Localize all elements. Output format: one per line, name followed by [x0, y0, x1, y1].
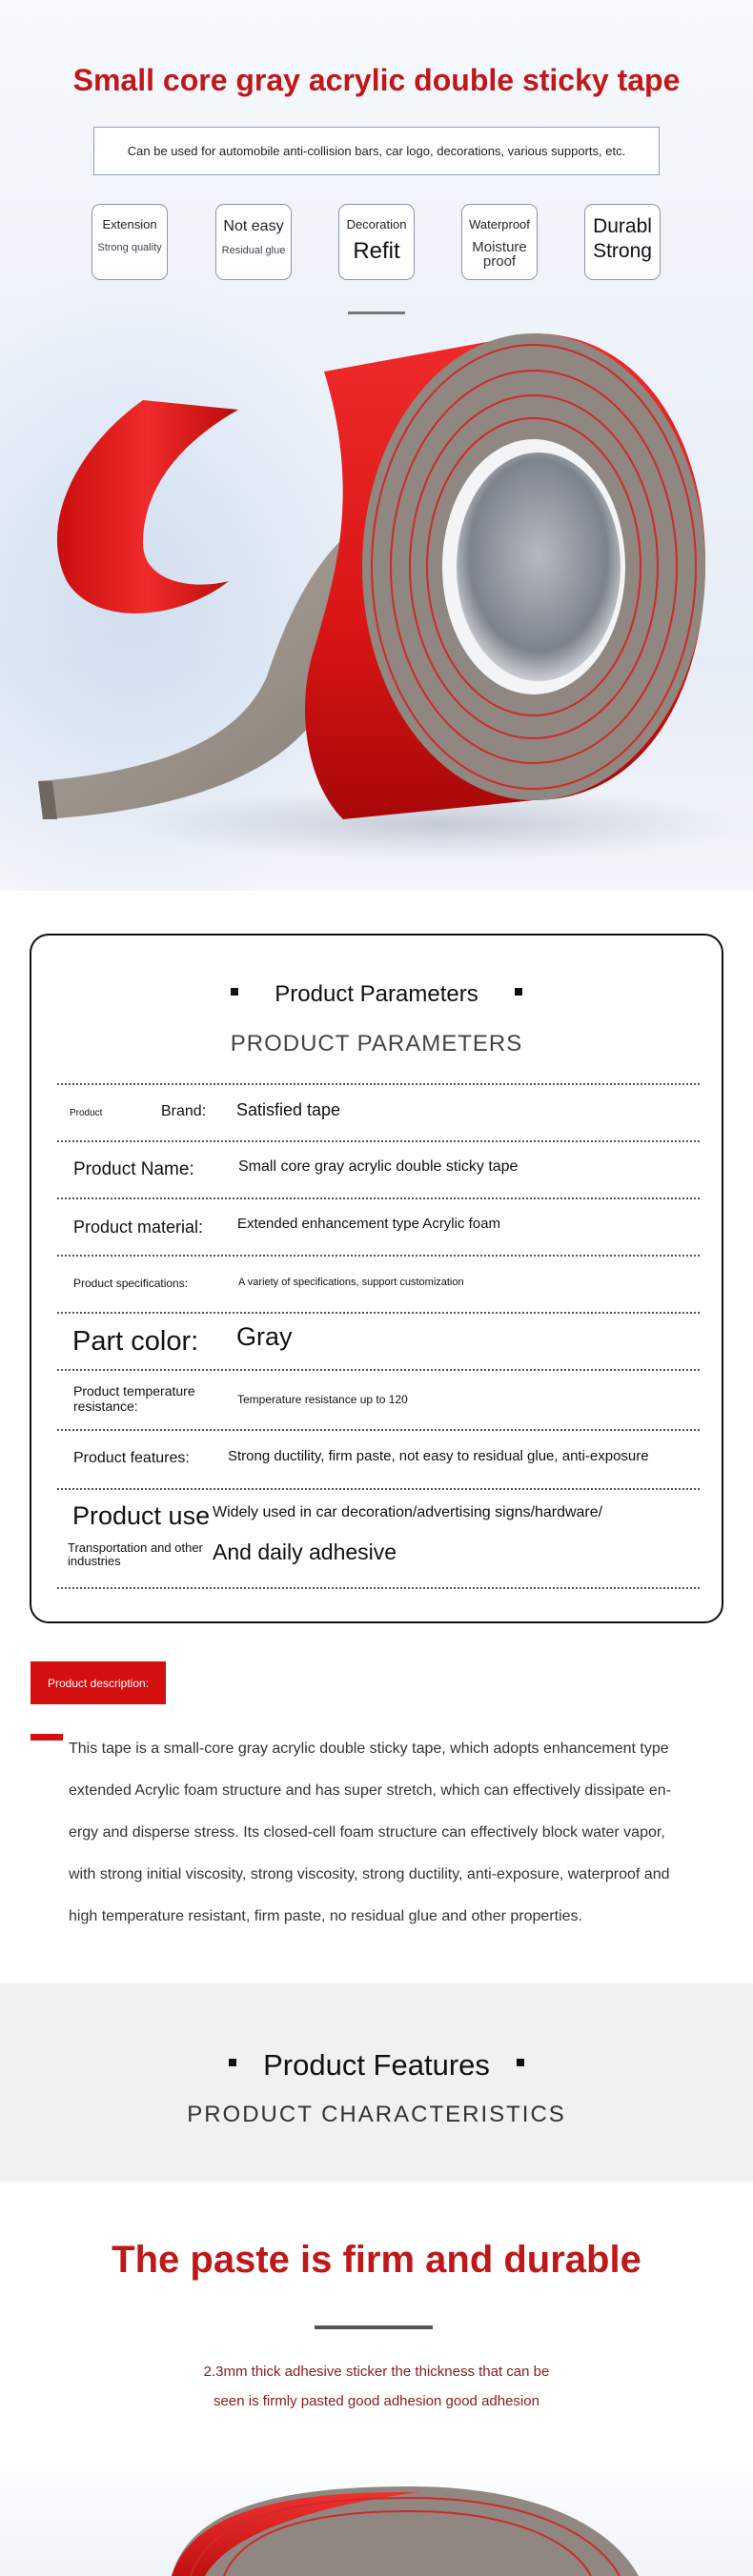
badge-line2: Residual glue [221, 245, 286, 257]
badge-line2: Refit [353, 237, 400, 264]
brand-value: Satisfied tape [236, 1100, 341, 1119]
square-bullet-icon [515, 988, 522, 996]
features-heading-en: PRODUCT CHARACTERISTICS [187, 2102, 566, 2127]
tape-roll-bottom-image [0, 2448, 753, 2576]
row-divider [57, 1312, 700, 1314]
features-value: Strong ductility, firm paste, not easy to residual glue, anti-exposure [228, 1448, 649, 1464]
product-features-band [0, 1983, 753, 2182]
row-divider [57, 1429, 700, 1431]
product-parameters-card [30, 934, 723, 1623]
description-line: high temperature resistant, firm paste, no residual glue and other properties. [69, 1908, 582, 1924]
feature-badges [92, 204, 663, 280]
badge-extension [92, 204, 168, 280]
row-divider [57, 1488, 700, 1490]
row-divider [57, 1083, 700, 1085]
description-accent-bar [31, 1734, 63, 1741]
material-value: Extended enhancement type Acrylic foam [237, 1216, 500, 1232]
badge-line2: Strong [593, 240, 652, 263]
badge-line1: Decoration [346, 217, 407, 231]
badge-durable [584, 204, 661, 280]
description-tag-text: Product description: [47, 1676, 150, 1690]
paste-title: The paste is firm and durable [112, 2239, 641, 2281]
row-divider [57, 1369, 700, 1371]
badge-not-easy [215, 204, 292, 280]
hero-subtitle-text: Can be used for automobile anti-collision bars, car logo, decorations, various supports, etc. [127, 144, 626, 158]
features-heading-text: Product Features [263, 2048, 490, 2082]
row-divider [57, 1587, 700, 1589]
temp-value: Temperature resistance up to 120 [237, 1393, 408, 1406]
tape-roll-partial-icon [0, 2448, 753, 2576]
color-value: Gray [236, 1322, 293, 1351]
brand-label: Brand: [161, 1103, 207, 1119]
paste-line-2: seen is firmly pasted good adhesion good adhesion [214, 2393, 539, 2409]
description-line: ergy and disperse stress. Its closed-cell foam structure can effectively block water vapor, [69, 1824, 665, 1841]
paste-description [0, 2357, 753, 2416]
badge-waterproof [461, 204, 538, 280]
params-heading [31, 981, 722, 1008]
description-tag [31, 1661, 166, 1704]
paste-divider [315, 2325, 433, 2329]
row-divider [57, 1197, 700, 1199]
square-bullet-icon [229, 2059, 236, 2066]
paste-line-1: 2.3mm thick adhesive sticker the thickness that can be [203, 2364, 550, 2380]
badge-line2: Moisture proof [472, 238, 527, 270]
tape-roll-image [0, 305, 753, 876]
description-text [69, 1728, 698, 1938]
description-line: with strong initial viscosity, strong viscosity, strong ductility, anti-exposure, waterproof and [69, 1866, 670, 1882]
square-bullet-icon [517, 2059, 524, 2066]
name-value: Small core gray acrylic double sticky tape [238, 1158, 519, 1175]
badge-line1: Not easy [223, 218, 284, 234]
params-heading-text: Product Parameters [275, 981, 478, 1007]
brand-prefix: Product [70, 1108, 103, 1118]
row-divider [57, 1140, 700, 1142]
features-heading [0, 2048, 753, 2083]
badge-line2: Strong quality [97, 241, 162, 253]
description-line: This tape is a small-core gray acrylic double sticky tape, which adopts enhancement type [69, 1741, 669, 1757]
badge-line1: Durabl [593, 215, 652, 237]
square-bullet-icon [231, 988, 238, 996]
hero-banner [0, 0, 753, 891]
use-label: Product use [72, 1501, 211, 1530]
temp-label: Product temperature resistance: [73, 1383, 195, 1414]
material-label: Product material: [73, 1218, 204, 1237]
badge-line1: Waterproof [469, 217, 530, 231]
use-value-1: Widely used in car decoration/advertising signs/hardware/ [213, 1504, 603, 1520]
badge-decoration [338, 204, 415, 280]
row-divider [57, 1255, 700, 1257]
params-heading-en: PRODUCT PARAMETERS [230, 1031, 523, 1057]
hero-title: Small core gray acrylic double sticky tape [72, 63, 681, 97]
color-label: Part color: [72, 1326, 199, 1357]
spec-label: Product specifications: [73, 1277, 189, 1290]
spec-value: A variety of specifications, support customization [238, 1277, 464, 1288]
features-label: Product features: [73, 1450, 190, 1466]
badge-line1: Extension [102, 217, 157, 231]
use-label-2: Transportation and other industries [68, 1540, 203, 1568]
description-line: extended Acrylic foam structure and has super stretch, which can effectively dissipate en- [69, 1782, 672, 1799]
use-value-2: And daily adhesive [213, 1540, 397, 1564]
name-label: Product Name: [73, 1159, 194, 1179]
hero-subtitle [93, 127, 660, 175]
